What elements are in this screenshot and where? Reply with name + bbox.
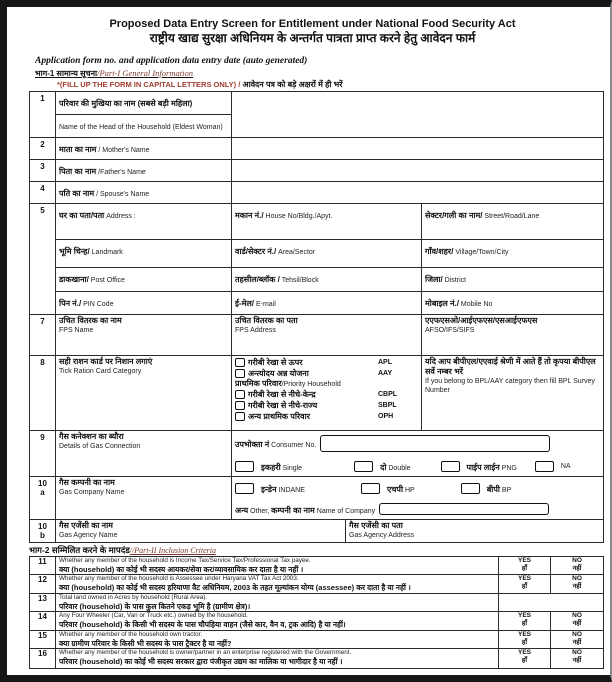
oph-checkbox[interactable] [235, 412, 245, 421]
gas-company-name-label: गैस कम्पनी का नाम Gas Company Name [56, 477, 232, 520]
fps-ration-table [29, 314, 604, 431]
table-row [30, 160, 604, 182]
table-row [30, 649, 604, 669]
pin-code-field[interactable]: पिन नं./ PIN Code [56, 292, 232, 315]
table-row [30, 631, 604, 649]
no-cell[interactable]: NO नहीं [551, 649, 604, 669]
enterprise-owner-question: Whether any member of the household is owner/partner in an enterprise registered with the Government. परिवार (household) का कोई भी सदस्य सरकार द्वारा पंजीकृत उद्यम का मालिक या भागीदार है या नहीं । [56, 649, 499, 669]
row-number: 1 [30, 92, 56, 138]
afso-ifs-sifs-field[interactable]: एएफएसओ/आईएफएस/एसआईएफएस AFSO/IFS/SIFS [422, 315, 604, 356]
part2-heading: भाग-2 सम्मिलित करने के मापदंड//Part-II Inclusion Criteria [29, 545, 216, 555]
table-row [30, 557, 604, 575]
head-of-household-field[interactable] [232, 92, 604, 138]
table-row [30, 92, 604, 115]
yes-cell[interactable]: YES हाँ [499, 649, 551, 669]
four-wheeler-question: Any Four Wheeler (Car, Van or Truck etc.) owned by the household. परिवार (household) के किसी भी सदस्य के पास चौपहिया वाहन (जैसे कार, वैन व, ट्रक आदि) है या नहीं। [56, 612, 499, 631]
table-row [30, 575, 604, 594]
yes-cell[interactable]: YES हाँ [499, 557, 551, 575]
indane-label: इन्डेन INDANE [261, 485, 305, 494]
hp-checkbox[interactable] [361, 483, 380, 494]
table-row [30, 594, 604, 612]
table-row [30, 431, 604, 477]
no-cell[interactable]: NO नहीं [551, 631, 604, 649]
gas-agency-table [29, 519, 604, 543]
row-number: 3 [30, 160, 56, 182]
gas-company-options [232, 477, 604, 520]
row-number: 15 [30, 631, 56, 649]
general-info-table [29, 91, 604, 204]
row-number: 4 [30, 182, 56, 204]
apl-checkbox[interactable] [235, 358, 245, 367]
no-cell[interactable]: NO नहीं [551, 557, 604, 575]
area-sector-field[interactable]: वार्ड/सेक्टर नं./ Area/Sector [232, 240, 422, 268]
income-tax-question: Whether any member of the household is Income Tax/Service Tax/Professional Tax payee. क्या (household) का कोई भी सदस्य आयकर/सेवा कर/व्यावसायिक कर दाता है या नहीं । [56, 557, 499, 575]
table-row [30, 612, 604, 631]
na-label: NA [560, 462, 571, 470]
vat-assessee-question: Whether any member of the household is Assessee under Haryana VAT Tax Act 2003. क्या (household) का कोई भी सदस्य हरियाणा वैट अधिनियम, 2003 के तहत मूल्यांकन योग्य (assessee) कर दाता है या नहीं । [56, 575, 499, 594]
png-label: पाईप लाईन PNG [466, 463, 517, 472]
sbpl-checkbox[interactable] [235, 401, 245, 410]
table-row [30, 477, 604, 520]
page-title: Proposed Data Entry Screen for Entitlement under National Food Security Act [109, 18, 516, 30]
inclusion-criteria-table [29, 556, 604, 669]
yes-cell[interactable]: YES हाँ [499, 612, 551, 631]
part1-heading-hindi: भाग-1 सामान्य सूचना [35, 69, 98, 78]
fps-name-field[interactable]: उचित वितरक का नाम FPS Name [56, 315, 232, 356]
na-checkbox[interactable] [535, 461, 554, 472]
row-number: 14 [30, 612, 56, 631]
other-company-label: अन्य Other, कम्पनी का नाम Name of Company [235, 506, 376, 515]
fathers-name-label: पिता का नाम /Father's Name [56, 160, 232, 182]
table-row [30, 268, 604, 292]
address-table [29, 203, 604, 315]
post-office-field[interactable]: डाकखाना/ Post Office [56, 268, 232, 292]
row-number: 10 a [30, 477, 56, 520]
other-company-input[interactable] [379, 503, 549, 515]
part1-heading-english: /Part-I General Information [97, 68, 193, 78]
tehsil-block-field[interactable]: तहसील/ब्लॉक / Tehsil/Block [232, 268, 422, 292]
table-row [30, 520, 604, 543]
double-label: दो Double [380, 463, 411, 472]
tractor-question: Whether any member of the household own tractor. क्या ग्रामीण परिवार के किसी भी सदस्य के पास ट्रैक्टर है या नहीं? [56, 631, 499, 649]
fathers-name-field[interactable] [232, 160, 604, 182]
hp-label: एचपी HP [386, 485, 415, 494]
gas-connection-details [232, 431, 604, 477]
ration-card-options: गरीबी रेखा से ऊपर APL अन्त्योदय अन्न योजना AAY प्राथमिक परिवार /Priority Household गरीबी रेखा से नीचे-केन्द्र CBPL गरीबी रेखा से नीचे-राज्य SBPL अन्य प्राथमिक परिवार OPH [232, 356, 422, 431]
land-owned-answer-field[interactable] [499, 594, 604, 612]
head-of-household-label-en: Name of the Head of the Household (Eldest Woman) [56, 115, 232, 138]
priority-household-label: प्राथमिक परिवार /Priority Household [235, 379, 341, 388]
application-number-note: Application form no. and application data entry date (auto generated) [35, 56, 308, 66]
spouses-name-field[interactable] [232, 182, 604, 204]
row-number: 9 [30, 431, 56, 477]
part1-heading [35, 68, 604, 79]
table-row [30, 315, 604, 356]
double-checkbox[interactable] [354, 461, 373, 472]
table-row [30, 204, 604, 240]
table-row [30, 356, 604, 431]
district-field[interactable]: जिला/ District [422, 268, 604, 292]
row-number: 10 b [30, 520, 56, 543]
gas-connection-label: गैस कनेक्शन का ब्यौरा Details of Gas Connection [56, 431, 232, 477]
bpl-survey-number-field[interactable]: यदि आप बीपीएल/एएवाई श्रेणी में आते हैं तो कृपया बीपीएल सर्वे नम्बर भरें If you belong to BPL/AAY category then fill BPL Survey Number [422, 356, 604, 431]
page-title-hindi: राष्ट्रीय खाद्य सुरक्षा अधिनियम के अन्तर्गत पात्रता प्राप्त करने हेतु आवेदन फार्म [149, 31, 476, 45]
bp-label: बीपी BP [486, 485, 512, 494]
row-number: 5 [30, 204, 56, 315]
row-number: 13 [30, 594, 56, 612]
table-row [30, 182, 604, 204]
gas-agency-address-field[interactable]: गैस एजेंसी का पता Gas Agency Address [346, 520, 604, 543]
mothers-name-field[interactable] [232, 138, 604, 160]
form-content [7, 7, 610, 669]
spouses-name-label: पति का नाम / Spouse's Name [56, 182, 232, 204]
png-checkbox[interactable] [441, 461, 460, 472]
house-no-field[interactable]: मकान नं./ House No/Bldg./Apyt. [232, 204, 422, 240]
mothers-name-label: माता का नाम / Mother's Name [56, 138, 232, 160]
no-cell[interactable]: NO नहीं [551, 575, 604, 594]
table-row [30, 292, 604, 315]
land-owned-question: Total land owned in Acres by household (Rural Area). परिवार (household) के पास कुल कितने एकड़ भूमि है (ग्रामीण क्षेत्र)। [56, 594, 499, 612]
ration-card-category-label: सही राशन कार्ड पर निशान लगाएं Tick Ration Card Category [56, 356, 232, 431]
bp-checkbox[interactable] [461, 483, 480, 494]
row-number: 8 [30, 356, 56, 431]
capital-letters-note: *(FILL UP THE FORM IN CAPITAL LETTERS ONLY) / आवेदन पत्र को बड़े अक्षरों में ही भरें [57, 80, 343, 89]
row-number: 11 [30, 557, 56, 575]
table-row [30, 138, 604, 160]
head-of-household-label-hi: परिवार की मुखिया का नाम (सबसे बड़ी महिला) [56, 92, 232, 115]
yes-cell[interactable]: YES हाँ [499, 575, 551, 594]
address-field[interactable]: घर का पता/पता Address : [56, 204, 232, 240]
single-checkbox[interactable] [235, 461, 254, 472]
single-label: इकहरी Single [261, 463, 303, 472]
email-field[interactable]: ई-मेल/ E-mail [232, 292, 422, 315]
indane-checkbox[interactable] [235, 483, 254, 494]
yes-cell[interactable]: YES हाँ [499, 631, 551, 649]
row-number: 7 [30, 315, 56, 356]
table-row [30, 240, 604, 268]
street-road-lane-field[interactable]: सेक्टर/गली का नाम/ Street/Road/Lane [422, 204, 604, 240]
row-number: 2 [30, 138, 56, 160]
aay-checkbox[interactable] [235, 369, 245, 378]
cbpl-checkbox[interactable] [235, 390, 245, 399]
consumer-no-label: उपभोक्ता नं Consumer No. [235, 440, 317, 449]
village-town-city-field[interactable]: गाँव/शहर/ Village/Town/City [422, 240, 604, 268]
no-cell[interactable]: NO नहीं [551, 612, 604, 631]
row-number: 16 [30, 649, 56, 669]
gas-agency-name-field[interactable]: गैस एजेंसी का नाम Gas Agency Name [56, 520, 346, 543]
gas-table [29, 430, 604, 520]
row-number: 12 [30, 575, 56, 594]
fps-address-field[interactable]: उचित वितरक का पता FPS Address [232, 315, 422, 356]
consumer-no-input[interactable] [320, 435, 550, 452]
landmark-field[interactable]: भूमि चिन्ह/ Landmark [56, 240, 232, 268]
mobile-no-field[interactable]: मोबाइल नं./ Mobile No [422, 292, 604, 315]
